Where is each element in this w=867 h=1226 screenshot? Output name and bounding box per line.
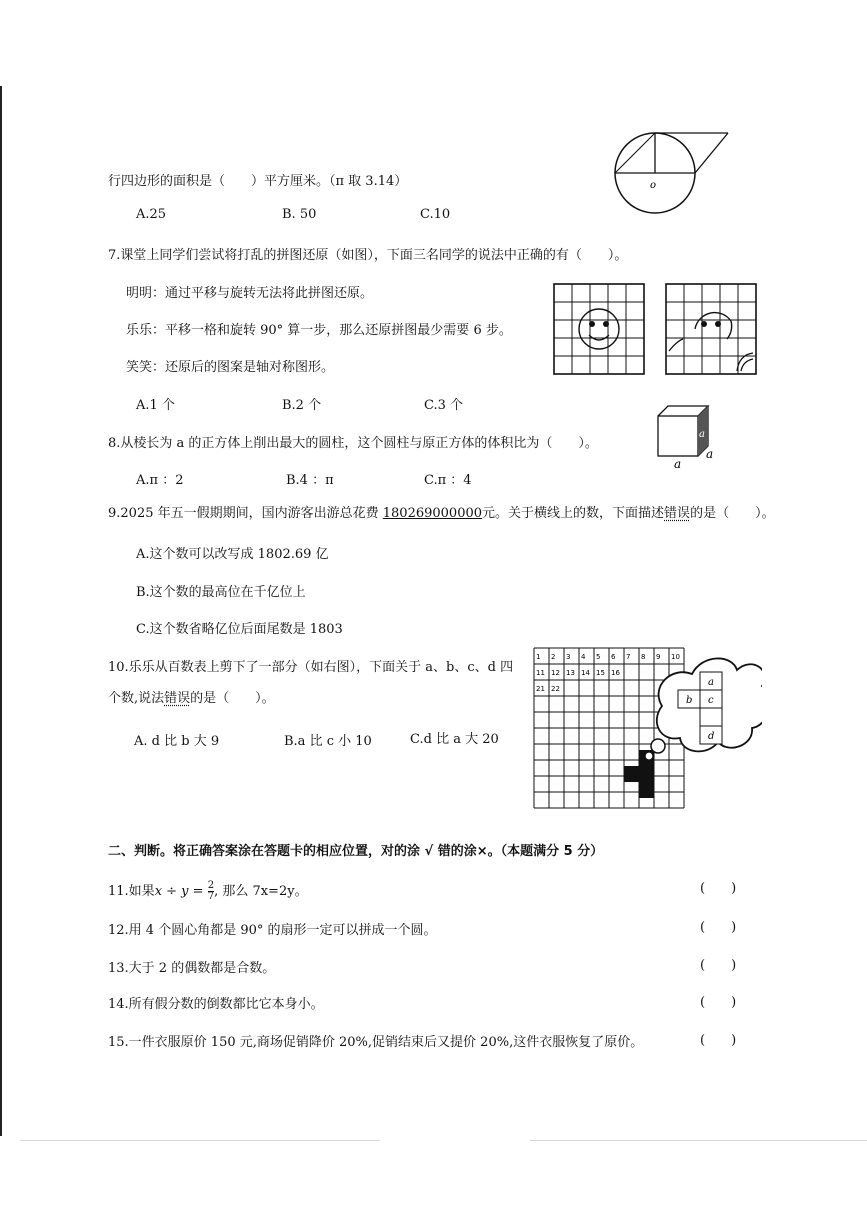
q10-stem-part-1: 个数,说法 (108, 691, 165, 706)
q8-cube-figure (652, 402, 720, 470)
q10-cloud-label-c: c (708, 695, 714, 706)
bottom-rule-right (530, 1140, 867, 1141)
page-left-edge (0, 86, 2, 1136)
grid-number: 14 (581, 669, 590, 677)
q10-option-c: C.d 比 a 大 20 (410, 732, 499, 747)
grid-number: 15 (596, 669, 605, 677)
grid-number: 22 (551, 685, 560, 693)
q12-answer-parens[interactable]: ( ) (700, 920, 737, 935)
q11-answer-parens[interactable]: ( ) (700, 881, 737, 896)
q8-option-b: B.4 ：π (286, 473, 334, 488)
grid-number: 3 (566, 653, 571, 661)
q15-text: 15.一件衣服原价 150 元,商场促销降价 20%,促销结束后又提价 20%,这件衣服恢复了原价。 (108, 1035, 644, 1050)
q8-cube-label-depth: a (706, 447, 714, 461)
q11-text (108, 880, 308, 902)
q9-stem-part-3: 的是（ ）。 (690, 506, 775, 521)
q9-stem-part-2: 元。关于横线上的数，下面描述 (482, 506, 665, 521)
q11-fraction-numerator: 2 (207, 880, 215, 891)
q14-text: 14.所有假分数的倒数都比它本身小。 (108, 997, 324, 1012)
q13-answer-parens[interactable]: ( ) (700, 958, 737, 973)
q10-stem-line-2 (108, 687, 275, 706)
grid-number: 10 (671, 653, 680, 661)
grid-number: 1 (536, 653, 541, 661)
grid-number: 12 (551, 669, 560, 677)
q9-underlined-number: 180269000000 (382, 506, 483, 521)
q11-fraction-denominator: 7 (207, 891, 215, 902)
q7-option-a: A.1 个 (136, 398, 175, 413)
q6-option-b: B. 50 (282, 207, 317, 222)
q7-puzzle-scrambled (665, 283, 757, 375)
q7-statement-3: 笑笑：还原后的图案是轴对称图形。 (126, 360, 335, 375)
q9-option-c: C.这个数省略亿位后面尾数是 1803 (136, 622, 343, 637)
grid-number: 21 (536, 685, 545, 693)
q8-cube-label-height: a (699, 429, 705, 440)
q9-stem (108, 502, 775, 521)
q10-stem-part-2: 的是（ ）。 (190, 691, 275, 706)
q10-stem-line-1: 10.乐乐从百数表上剪下了一部分（如右图），下面关于 a、b、c、d 四 (108, 660, 514, 675)
q15-answer-parens[interactable]: ( ) (700, 1033, 737, 1048)
grid-number: 8 (641, 653, 646, 661)
q10-option-b: B.a 比 c 小 10 (284, 734, 372, 749)
q7-statement-2: 乐乐：平移一格和旋转 90° 算一步，那么还原拼图最少需要 6 步。 (126, 323, 512, 338)
q9-stem-part-1: 9.2025 年五一假期期间，国内游客出游总花费 (108, 506, 383, 521)
section-2-title: 二、判断。将正确答案涂在答题卡的相应位置，对的涂 √ 错的涂×。（本题满分 5 分） (108, 844, 604, 859)
q9-emphasis-error: 错误 (664, 506, 691, 521)
grid-number: 2 (551, 653, 556, 661)
q7-option-c: C.3 个 (424, 398, 464, 413)
q10-option-a: A. d 比 b 大 9 (134, 734, 220, 749)
grid-number: 16 (611, 669, 620, 677)
grid-number: 6 (611, 653, 616, 661)
q10-cloud-label-a: a (708, 677, 714, 688)
q14-answer-parens[interactable]: ( ) (700, 995, 737, 1010)
q7-puzzle-original (553, 283, 645, 375)
q8-stem: 8.从棱长为 a 的正方体上削出最大的圆柱，这个圆柱与原正方体的体积比为（ ）。 (108, 436, 598, 451)
q7-stem: 7.课堂上同学们尝试将打乱的拼图还原（如图），下面三名同学的说法中正确的有（ ）。 (108, 248, 628, 263)
grid-number: 5 (596, 653, 601, 661)
q8-cube-label-width: a (674, 457, 682, 470)
q11-tail: , 那么 7x=2y。 (214, 884, 308, 899)
q11-expression: x ÷ y = (154, 884, 204, 899)
q8-option-c: C.π ：4 (424, 473, 472, 488)
q6-stem: 行四边形的面积是（ ）平方厘米。（π 取 3.14） (108, 174, 408, 189)
grid-number: 13 (566, 669, 575, 677)
grid-number: 11 (536, 669, 545, 677)
bottom-rule-left (20, 1140, 380, 1141)
q13-text: 13.大于 2 的偶数都是合数。 (108, 961, 276, 976)
q6-option-c: C.10 (420, 207, 451, 222)
q7-statement-1: 明明：通过平移与旋转无法将此拼图还原。 (126, 286, 374, 301)
q8-option-a: A.π ：2 (136, 473, 184, 488)
grid-number: 9 (656, 653, 661, 661)
q10-hundred-chart-figure (532, 646, 762, 814)
q6-circle-parallelogram-figure (610, 128, 735, 220)
grid-number: 7 (626, 653, 631, 661)
q7-option-b: B.2 个 (282, 398, 322, 413)
q9-option-b: B.这个数的最高位在千亿位上 (136, 585, 306, 600)
q9-option-a: A.这个数可以改写成 1802.69 亿 (136, 547, 329, 562)
q10-cloud-label-d: d (708, 731, 715, 742)
q6-center-label: o (650, 180, 657, 191)
grid-number: 4 (581, 653, 586, 661)
q6-option-a: A.25 (136, 207, 167, 222)
q12-text: 12.用 4 个圆心角都是 90° 的扇形一定可以拼成一个圆。 (108, 923, 437, 938)
q10-cloud-label-b: b (686, 695, 693, 706)
q10-emphasis-error: 错误 (164, 691, 191, 706)
q11-prefix: 11.如果 (108, 884, 155, 899)
